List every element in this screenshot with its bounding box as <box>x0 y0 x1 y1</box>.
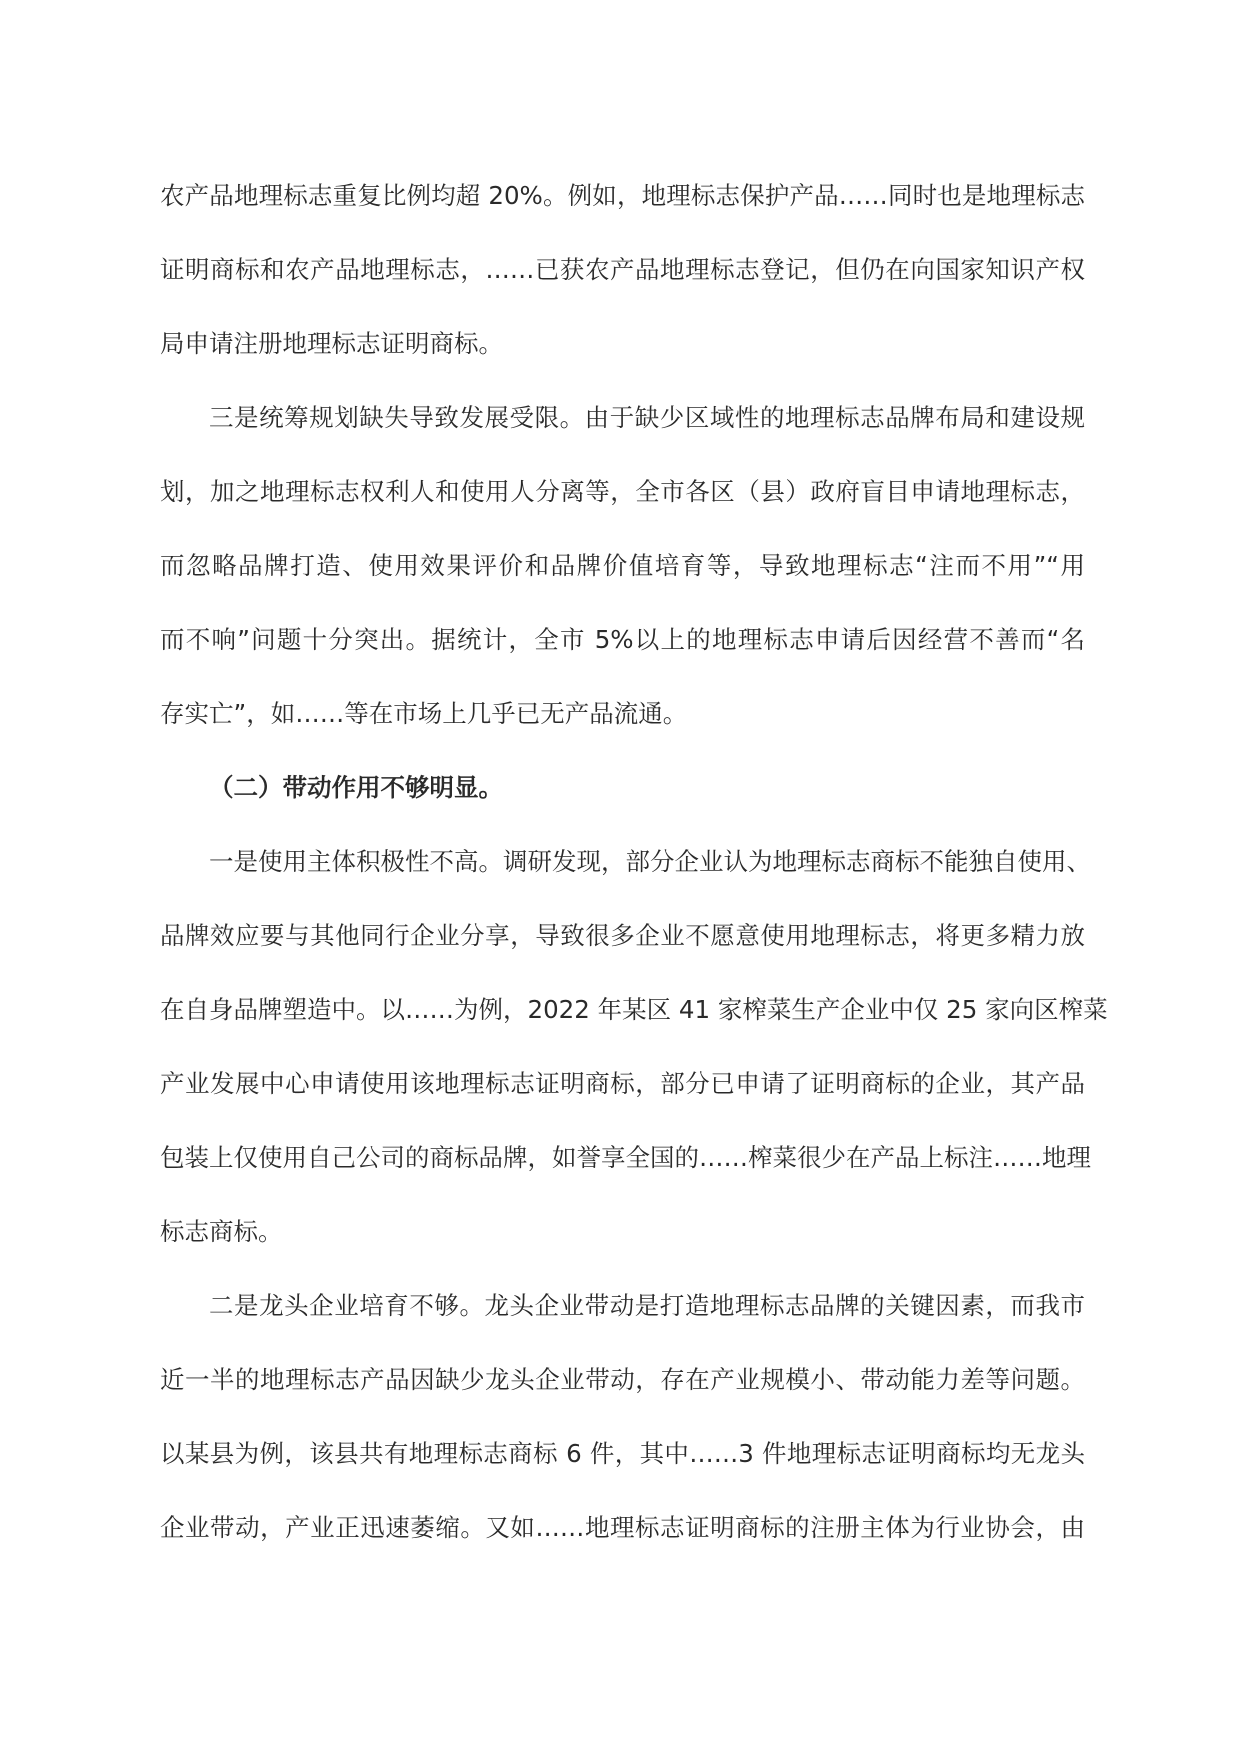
body-text-line: 局申请注册地理标志证明商标。 <box>160 329 503 358</box>
paragraph-first-line: 三是统筹规划缺失导致发展受限。由于缺少区域性的地理标志品牌布局和建设规 <box>209 403 1085 432</box>
body-text-line: 企业带动，产业正迅速萎缩。又如……地理标志证明商标的注册主体为行业协会，由 <box>160 1513 1085 1542</box>
paragraph-first-line: 二是龙头企业培育不够。龙头企业带动是打造地理标志品牌的关键因素，而我市 <box>209 1291 1085 1320</box>
body-text-line: 证明商标和农产品地理标志，……已获农产品地理标志登记，但仍在向国家知识产权 <box>160 255 1085 284</box>
body-text-line: 以某县为例，该县共有地理标志商标 6 件，其中……3 件地理标志证明商标均无龙头 <box>160 1439 1085 1468</box>
body-text-line: 近一半的地理标志产品因缺少龙头企业带动，存在产业规模小、带动能力差等问题。 <box>160 1365 1085 1394</box>
body-text-line: 产业发展中心申请使用该地理标志证明商标，部分已申请了证明商标的企业，其产品 <box>160 1069 1085 1098</box>
body-text-line: 农产品地理标志重复比例均超 20%。例如，地理标志保护产品……同时也是地理标志 <box>160 181 1085 210</box>
body-text-line: 在自身品牌塑造中。以……为例，2022 年某区 41 家榨菜生产企业中仅 25 家向区榨菜 <box>160 995 1108 1024</box>
paragraph-first-line: 一是使用主体积极性不高。调研发现，部分企业认为地理标志商标不能独自使用、 <box>209 847 1091 876</box>
body-text-line: 存实亡”，如……等在市场上几乎已无产品流通。 <box>160 699 688 728</box>
body-text-line: 标志商标。 <box>160 1217 283 1246</box>
body-text-line: 划，加之地理标志权利人和使用人分离等，全市各区（县）政府盲目申请地理标志， <box>160 477 1085 506</box>
body-text-line: 品牌效应要与其他同行企业分享，导致很多企业不愿意使用地理标志，将更多精力放 <box>160 921 1085 950</box>
body-text-line: 包装上仅使用自己公司的商标品牌，如誉享全国的……榨菜很少在产品上标注……地理 <box>160 1143 1091 1172</box>
body-text-line: 而忽略品牌打造、使用效果评价和品牌价值培育等，导致地理标志“注而不用”“用 <box>160 551 1085 580</box>
section-heading: （二）带动作用不够明显。 <box>209 773 503 802</box>
body-text-line: 而不响”问题十分突出。据统计，全市 5%以上的地理标志申请后因经营不善而“名 <box>160 625 1085 654</box>
